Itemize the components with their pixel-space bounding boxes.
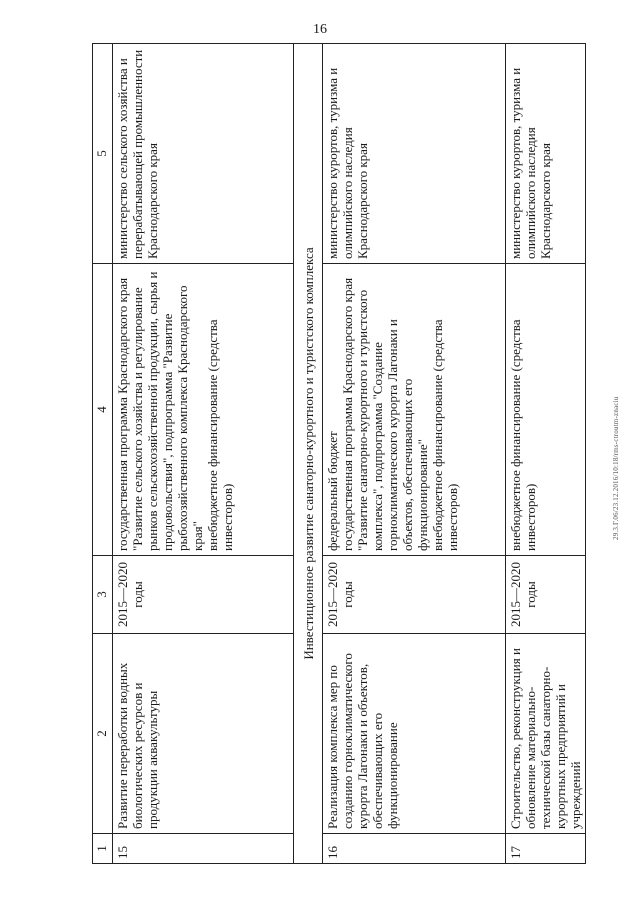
responsible: министерство сельского хозяйства и перерабатывающей промышленности Краснодарского края xyxy=(113,44,294,264)
row-number: 17 xyxy=(506,834,586,864)
period: 2015—2020 годы xyxy=(506,556,586,634)
table-row xyxy=(323,44,506,864)
table-row xyxy=(113,44,294,864)
measure-name: Развитие переработки водных биологических ресурсов и продукции аквакультуры xyxy=(113,634,294,834)
funding-source: государственная программа Краснодарского края "Развитие санаторно-курортного и туристского комплекса", подпрограмма "Создание горноклиматического курорта Лагонаки и объектов, обеспечивающих его функционирование" xyxy=(340,277,430,551)
header-col-1: 1 xyxy=(93,834,113,864)
table-row xyxy=(506,44,586,864)
page-number: 16 xyxy=(313,22,327,37)
funding-sources xyxy=(506,264,586,556)
period: 2015—2020 годы xyxy=(323,556,506,634)
funding-sources xyxy=(113,264,294,556)
section-row xyxy=(294,44,323,864)
registration-stamp: 29.3.Г.06/23.12.2016/10:18/rms-ctroutm-znaciu xyxy=(612,396,620,540)
measure-name: Реализация комплекса мер по созданию горноклиматического курорта Лагонаки и объектов, обеспечивающих его функционирование xyxy=(323,634,506,834)
responsible: министерство курортов, туризма и олимпийского наследия Краснодарского края xyxy=(506,44,586,264)
responsible: министерство курортов, туризма и олимпийского наследия Краснодарского края xyxy=(323,44,506,264)
row-number: 15 xyxy=(113,834,294,864)
header-col-4: 4 xyxy=(93,264,113,556)
funding-sources xyxy=(323,264,506,556)
funding-source: внебюджетное финансирование (средства инвесторов) xyxy=(508,319,538,551)
header-col-3: 3 xyxy=(93,556,113,634)
measure-name: Строительство, реконструкция и обновление материально-технической базы санаторно-курортных предприятий и учреждений xyxy=(506,634,586,834)
funding-source: внебюджетное финансирование (средства инвесторов) xyxy=(430,319,460,551)
header-row xyxy=(93,44,113,864)
funding-source: государственная программа Краснодарского края "Развитие сельского хозяйства и регулирование рынков сельскохозяйственной продукции, сырья и продовольствия", подпрограмма "Развитие рыбохозяйственного комплекса Краснодарского края" xyxy=(115,271,205,551)
header-col-2: 2 xyxy=(93,634,113,834)
funding-source: внебюджетное финансирование (средства инвесторов) xyxy=(205,319,235,551)
funding-source: федеральный бюджет xyxy=(325,431,340,551)
section-title: Инвестиционное развитие санаторно-курортного и туристского комплекса xyxy=(294,44,323,864)
header-col-5: 5 xyxy=(93,44,113,264)
program-table xyxy=(92,43,586,864)
period: 2015—2020 годы xyxy=(113,556,294,634)
row-number: 16 xyxy=(323,834,506,864)
rotated-table-wrapper xyxy=(92,44,583,864)
